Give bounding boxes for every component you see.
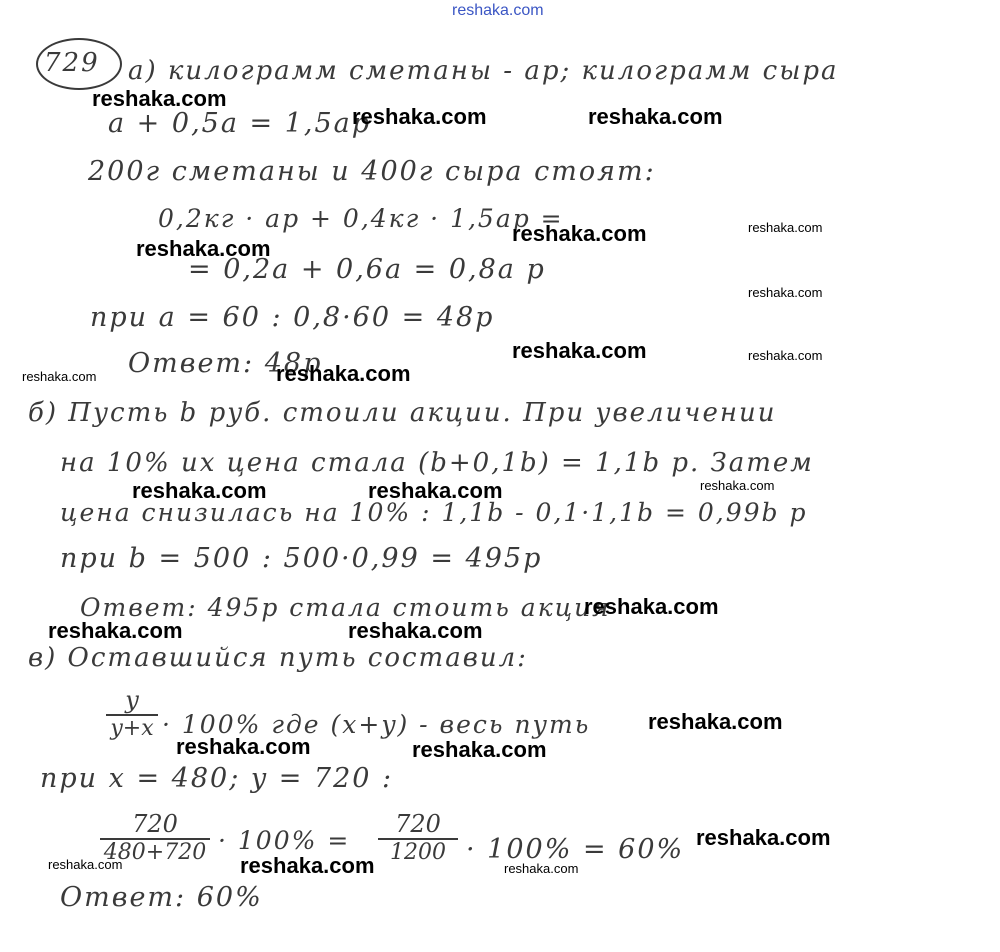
part-b-line-3: цена снизилась на 10% : 1,1b - 0,1·1,1b = 0,99b р: [60, 498, 808, 527]
part-c-tail: · 100% = 60%: [466, 834, 685, 865]
site-watermark: reshaka.com: [700, 478, 775, 493]
site-watermark: reshaka.com: [22, 369, 97, 384]
part-c-answer: Ответ: 60%: [60, 882, 263, 913]
part-b-answer: Ответ: 495р стала стоить акция: [80, 593, 611, 622]
part-a-line-5: = 0,2а + 0,6а = 0,8а р: [188, 254, 546, 285]
fraction-720-over-1200: [378, 812, 458, 864]
fraction-numerator: 720: [132, 810, 178, 838]
part-c-mid: · 100% =: [218, 826, 351, 855]
site-watermark: reshaka.com: [512, 338, 647, 363]
part-c-line-1: в) Оставшийся путь составил:: [28, 643, 528, 673]
part-a-line-2: a + 0,5a = 1,5ap: [108, 108, 372, 139]
fraction-y-over-y-plus-x: [106, 688, 158, 740]
part-b-line-2: на 10% их цена стала (b+0,1b) = 1,1b р. Затем: [60, 448, 814, 478]
site-watermark-top: reshaka.com: [452, 2, 544, 19]
fraction-numerator: y: [125, 686, 139, 714]
site-watermark: reshaka.com: [504, 861, 579, 876]
site-watermark: reshaka.com: [136, 236, 271, 261]
site-watermark: reshaka.com: [748, 285, 823, 300]
site-watermark: reshaka.com: [696, 825, 831, 850]
site-watermark: reshaka.com: [748, 220, 823, 235]
problem-number: 729: [44, 48, 100, 78]
site-watermark: reshaka.com: [512, 221, 647, 246]
part-c-line-3: при x = 480; y = 720 :: [40, 763, 394, 794]
site-watermark: reshaka.com: [348, 618, 483, 643]
site-watermark: reshaka.com: [48, 857, 123, 872]
site-watermark: reshaka.com: [92, 86, 227, 111]
site-watermark: reshaka.com: [276, 361, 411, 386]
part-a-line-3: 200г сметаны и 400г сыра стоят:: [88, 156, 656, 187]
fraction-denominator: 480+720: [103, 840, 207, 865]
part-a-line-1: а) килограмм сметаны - ар; килограмм сыра: [128, 56, 839, 86]
site-watermark: reshaka.com: [412, 737, 547, 762]
part-a-line-4: 0,2кг · ар + 0,4кг · 1,5ар =: [158, 204, 564, 233]
site-watermark: reshaka.com: [352, 104, 487, 129]
site-watermark: reshaka.com: [584, 594, 719, 619]
site-watermark: reshaka.com: [748, 348, 823, 363]
part-b-line-1: б) Пусть b руб. стоили акции. При увеличении: [28, 398, 777, 428]
site-watermark: reshaka.com: [588, 104, 723, 129]
fraction-denominator: y+x: [110, 716, 154, 741]
site-watermark: reshaka.com: [368, 478, 503, 503]
part-c-line-2-tail: · 100% где (x+y) - весь путь: [162, 710, 591, 739]
part-a-line-6: при а = 60 : 0,8·60 = 48р: [90, 302, 495, 333]
site-watermark: reshaka.com: [648, 709, 783, 734]
site-watermark: reshaka.com: [176, 734, 311, 759]
site-watermark: reshaka.com: [48, 618, 183, 643]
site-watermark: reshaka.com: [240, 853, 375, 878]
part-b-line-4: при b = 500 : 500·0,99 = 495р: [60, 543, 543, 574]
part-a-answer: Ответ: 48р: [128, 348, 323, 379]
site-watermark: reshaka.com: [132, 478, 267, 503]
fraction-numerator: 720: [395, 810, 441, 838]
fraction-denominator: 1200: [390, 840, 446, 865]
